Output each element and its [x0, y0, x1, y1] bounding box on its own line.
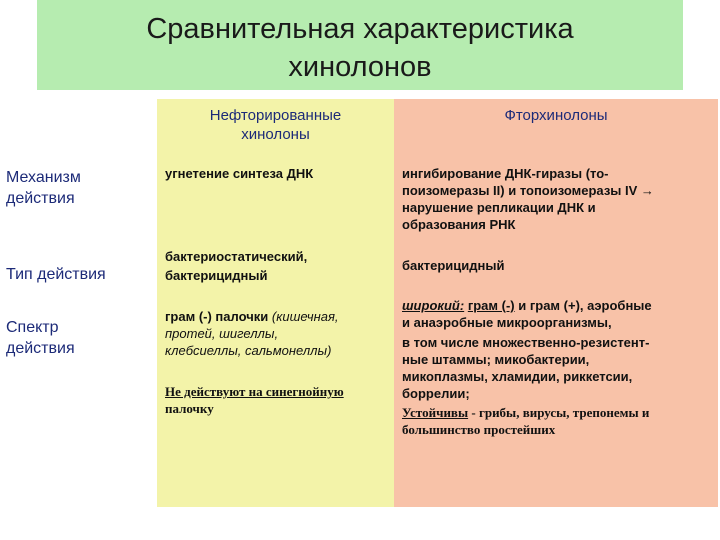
nonfluoro-note	[165, 383, 344, 417]
fluoro-spectrum-line2: и анаэробные микроорганизмы,	[402, 315, 612, 330]
nonfluoro-column	[157, 99, 394, 507]
nonfluoro-spectrum-line1	[165, 308, 391, 325]
row-label-spectrum-line2: действия	[6, 340, 75, 357]
fluoro-resistant-line2: большинство простейших	[402, 422, 556, 437]
fluoro-mechanism	[402, 165, 654, 233]
fluoro-mechanism-line4: образования РНК	[402, 217, 516, 232]
fluoro-mechanism-line2: поизомеразы II) и топоизомеразы IV →	[402, 183, 654, 198]
row-label-spectrum-line1: Спектр	[6, 319, 59, 336]
nonfluoro-note-line2: палочку	[165, 401, 214, 416]
fluoro-mechanism-line1: ингибирование ДНК-гиразы (то-	[402, 166, 609, 181]
title-band	[37, 0, 683, 90]
fluoro-spectrum	[402, 297, 716, 402]
fluoro-spectrum-line1-rest: и грам (+), аэробные	[514, 298, 652, 313]
fluoro-spectrum-label: широкий:	[402, 298, 465, 313]
nonfluoro-mechanism: угнетение синтеза ДНК	[165, 166, 314, 181]
fluoro-spectrum-line1	[402, 297, 716, 314]
title-line-1: Сравнительная характеристика	[146, 13, 574, 45]
nonfluoro-type-line2: бактерицидный	[165, 268, 268, 283]
fluoro-spectrum-line6: боррелии;	[402, 386, 470, 401]
row-label-spectrum	[6, 317, 75, 359]
fluoro-resistant	[402, 404, 716, 438]
column-header-nonfluoro	[157, 106, 394, 144]
row-label-mechanism-line2: действия	[6, 190, 75, 207]
nonfluoro-spectrum-italic-3: клебсиеллы, сальмонеллы)	[165, 343, 332, 358]
fluoro-gram-neg: грам (-)	[467, 298, 515, 313]
fluoro-spectrum-line5: микоплазмы, хламидии, риккетсии,	[402, 369, 633, 384]
fluoro-mechanism-line3: нарушение репликации ДНК и	[402, 200, 596, 215]
column-header-nonfluoro-line1: Нефторированные	[209, 107, 342, 124]
nonfluoro-spectrum-italic-2: протей, шигеллы,	[165, 326, 279, 341]
row-label-mechanism-line1: Механизм	[6, 169, 81, 186]
fluoro-resistant-line1	[402, 404, 716, 421]
page-title	[37, 10, 683, 86]
fluoro-spectrum-line3: в том числе множественно-резистент-	[402, 335, 650, 350]
nonfluoro-type-line1: бактериостатический,	[165, 249, 308, 264]
fluoro-spectrum-line4: ные штаммы; микобактерии,	[402, 352, 590, 367]
fluoro-resistant-label: Устойчивы	[402, 405, 469, 420]
nonfluoro-gram-neg: грам (-) палочки	[165, 309, 269, 324]
nonfluoro-note-line1: Не действуют на синегнойную	[165, 384, 344, 399]
nonfluoro-type	[165, 247, 307, 285]
column-header-fluoro: Фторхинолоны	[504, 107, 608, 124]
title-line-2: хинолонов	[288, 51, 432, 83]
row-label-mechanism	[6, 167, 81, 209]
nonfluoro-spectrum-italic-1: (кишечная,	[271, 309, 339, 324]
nonfluoro-spectrum	[165, 308, 391, 359]
column-header-nonfluoro-line2: хинолоны	[241, 126, 310, 143]
fluoro-resistant-rest: - грибы, вирусы, трепонемы и	[468, 405, 650, 420]
row-label-type: Тип действия	[6, 266, 106, 283]
fluoro-type: бактерицидный	[402, 258, 505, 273]
